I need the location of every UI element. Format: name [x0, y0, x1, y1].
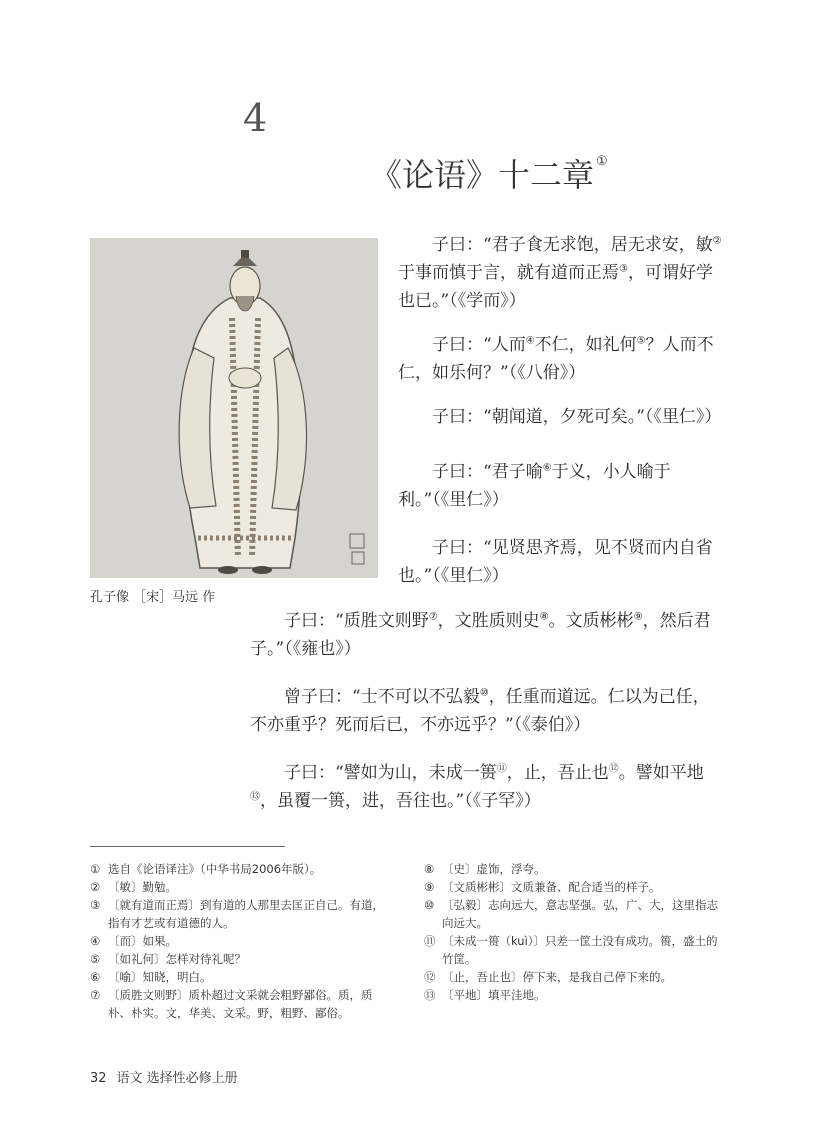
passage-text: ，然后君子。”（《雍也》） — [250, 611, 711, 659]
passage-6 — [250, 607, 725, 663]
passage-text: 于义，小人喻于利。”（《里仁》） — [398, 462, 671, 510]
passage-8 — [250, 759, 725, 815]
footnote-number: ② — [90, 880, 101, 894]
footnote-text: 〔质胜文则野〕质朴超过文采就会粗野鄙俗。质，质朴、朴实。文，华美、文采。野，粗野、鄙俗。 — [108, 988, 373, 1020]
footnote-item — [424, 932, 729, 968]
footnote-text: 〔而〕如果。 — [108, 934, 177, 948]
footnote-marker: ② — [712, 235, 722, 247]
footnote-item — [424, 878, 729, 896]
footnote-item — [424, 968, 729, 986]
footnote-item — [90, 950, 390, 968]
passage-text: ，虽覆一篑，进，吾往也。”（《子罕》） — [260, 791, 541, 811]
passage-text: ？人而不仁，如乐何？”（《八佾》） — [398, 335, 714, 383]
footnote-item — [90, 860, 390, 878]
footnote-item — [90, 932, 390, 950]
page-footer — [90, 1067, 238, 1086]
footnote-marker: ③ — [619, 263, 628, 275]
passage-4 — [398, 458, 724, 514]
footnote-number: ⑤ — [90, 952, 101, 966]
footnote-item — [424, 986, 729, 1004]
passage-text: 不仁，如礼何 — [534, 335, 637, 355]
footnote-number: ① — [90, 862, 101, 876]
passage-5 — [398, 534, 724, 590]
passage-text: ，可谓好学也已。”（《学而》） — [398, 263, 713, 311]
footnote-marker: ④ — [525, 335, 535, 347]
footnote-divider — [90, 846, 285, 847]
footnote-number: ⑩ — [424, 898, 435, 912]
footnote-text: 〔平地〕填平洼地。 — [442, 988, 546, 1002]
footnotes-left-column — [90, 860, 390, 1022]
passage-text: 子曰：“朝闻道，夕死可矣。”（《里仁》） — [432, 407, 722, 427]
passage-2 — [398, 331, 724, 387]
footnote-marker: ⑨ — [633, 611, 643, 623]
passage-1 — [398, 231, 724, 315]
passage-text: 子曰：“君子喻 — [432, 462, 543, 482]
footnote-item — [424, 860, 729, 878]
footnote-number: ⑧ — [424, 862, 435, 876]
lesson-title — [370, 150, 608, 196]
passage-7 — [250, 683, 725, 739]
footnote-text: 〔喻〕知晓，明白。 — [108, 970, 212, 984]
footnote-marker: ⑪ — [496, 763, 507, 775]
footnote-number: ⑦ — [90, 988, 101, 1002]
footnote-text: 〔就有道而正焉〕到有道的人那里去匡正自己。有道，指有才艺或有道德的人。 — [108, 898, 384, 930]
footnote-text: 〔弘毅〕志向远大，意志坚强。弘，广、大，这里指志向远大。 — [442, 898, 718, 930]
footnote-text: 〔敏〕勤勉。 — [108, 880, 177, 894]
footnote-text: 〔如礼何〕怎样对待礼呢？ — [108, 952, 246, 966]
footnote-item — [90, 968, 390, 986]
book-title: 语文 选择性必修上册 — [116, 1071, 238, 1086]
passage-text: 子曰：“君子食无求饱，居无求安，敏 — [432, 235, 713, 255]
passage-text: 子曰：“譬如为山，未成一篑 — [284, 763, 497, 783]
footnotes-right-column — [424, 860, 729, 1004]
footnote-marker: ⑩ — [479, 687, 489, 699]
footnote-text: 选自《论语译注》（中华书局2006年版）。 — [108, 862, 322, 876]
passage-text: 子曰：“人而 — [432, 335, 526, 355]
passage-text: 子曰：“质胜文则野 — [284, 611, 429, 631]
passage-3 — [398, 403, 724, 431]
lesson-number: 4 — [243, 96, 269, 140]
passage-text: 。譬如平地 — [618, 763, 704, 783]
portrait-illustration — [90, 238, 378, 578]
passage-text: ，任重而道远。仁以为己任，不亦重乎？死而后已，不亦远乎？”（《泰伯》） — [250, 687, 710, 735]
footnote-number: ⑨ — [424, 880, 435, 894]
footnote-marker: ⑥ — [542, 462, 552, 474]
footnote-item — [90, 896, 390, 932]
passage-text: ，文胜质则史 — [437, 611, 540, 631]
footnote-text: 〔未成一篑（kuì）〕只差一筐土没有成功。篑，盛土的竹筐。 — [442, 934, 718, 966]
title-footnote-marker: ① — [596, 154, 608, 169]
footnote-item — [90, 986, 390, 1022]
passage-text: 子曰：“见贤思齐焉，见不贤而内自省也。”（《里仁》） — [398, 538, 713, 586]
passage-text: ，止，吾止也 — [506, 763, 609, 783]
footnote-text: 〔止，吾止也〕停下来，是我自己停下来的。 — [442, 970, 672, 984]
passage-text: 。文质彬彬 — [548, 611, 634, 631]
footnote-marker: ⑤ — [636, 335, 646, 347]
footnote-number: ③ — [90, 898, 101, 912]
footnote-text: 〔文质彬彬〕文质兼备、配合适当的样子。 — [442, 880, 661, 894]
footnote-number: ⑬ — [424, 988, 436, 1002]
confucius-portrait-image — [90, 238, 378, 578]
footnote-text: 〔史〕虚饰，浮夸。 — [442, 862, 546, 876]
footnote-marker: ⑫ — [608, 763, 619, 775]
page-number: 32 — [90, 1071, 107, 1086]
footnote-item — [424, 896, 729, 932]
footnote-marker: ⑬ — [250, 791, 260, 803]
footnote-number: ⑥ — [90, 970, 101, 984]
portrait-caption: 孔子像 ［宋］马远 作 — [90, 590, 216, 605]
title-text: 《论语》十二章 — [370, 156, 595, 194]
passage-text: 于事而慎于言，就有道而正焉 — [398, 263, 619, 283]
footnote-number: ⑫ — [424, 970, 436, 984]
footnote-marker: ⑧ — [539, 611, 549, 623]
footnote-number: ⑪ — [424, 934, 436, 948]
footnote-number: ④ — [90, 934, 101, 948]
passage-text: 曾子曰：“士不可以不弘毅 — [284, 687, 480, 707]
footnote-marker: ⑦ — [428, 611, 438, 623]
footnote-item — [90, 878, 390, 896]
